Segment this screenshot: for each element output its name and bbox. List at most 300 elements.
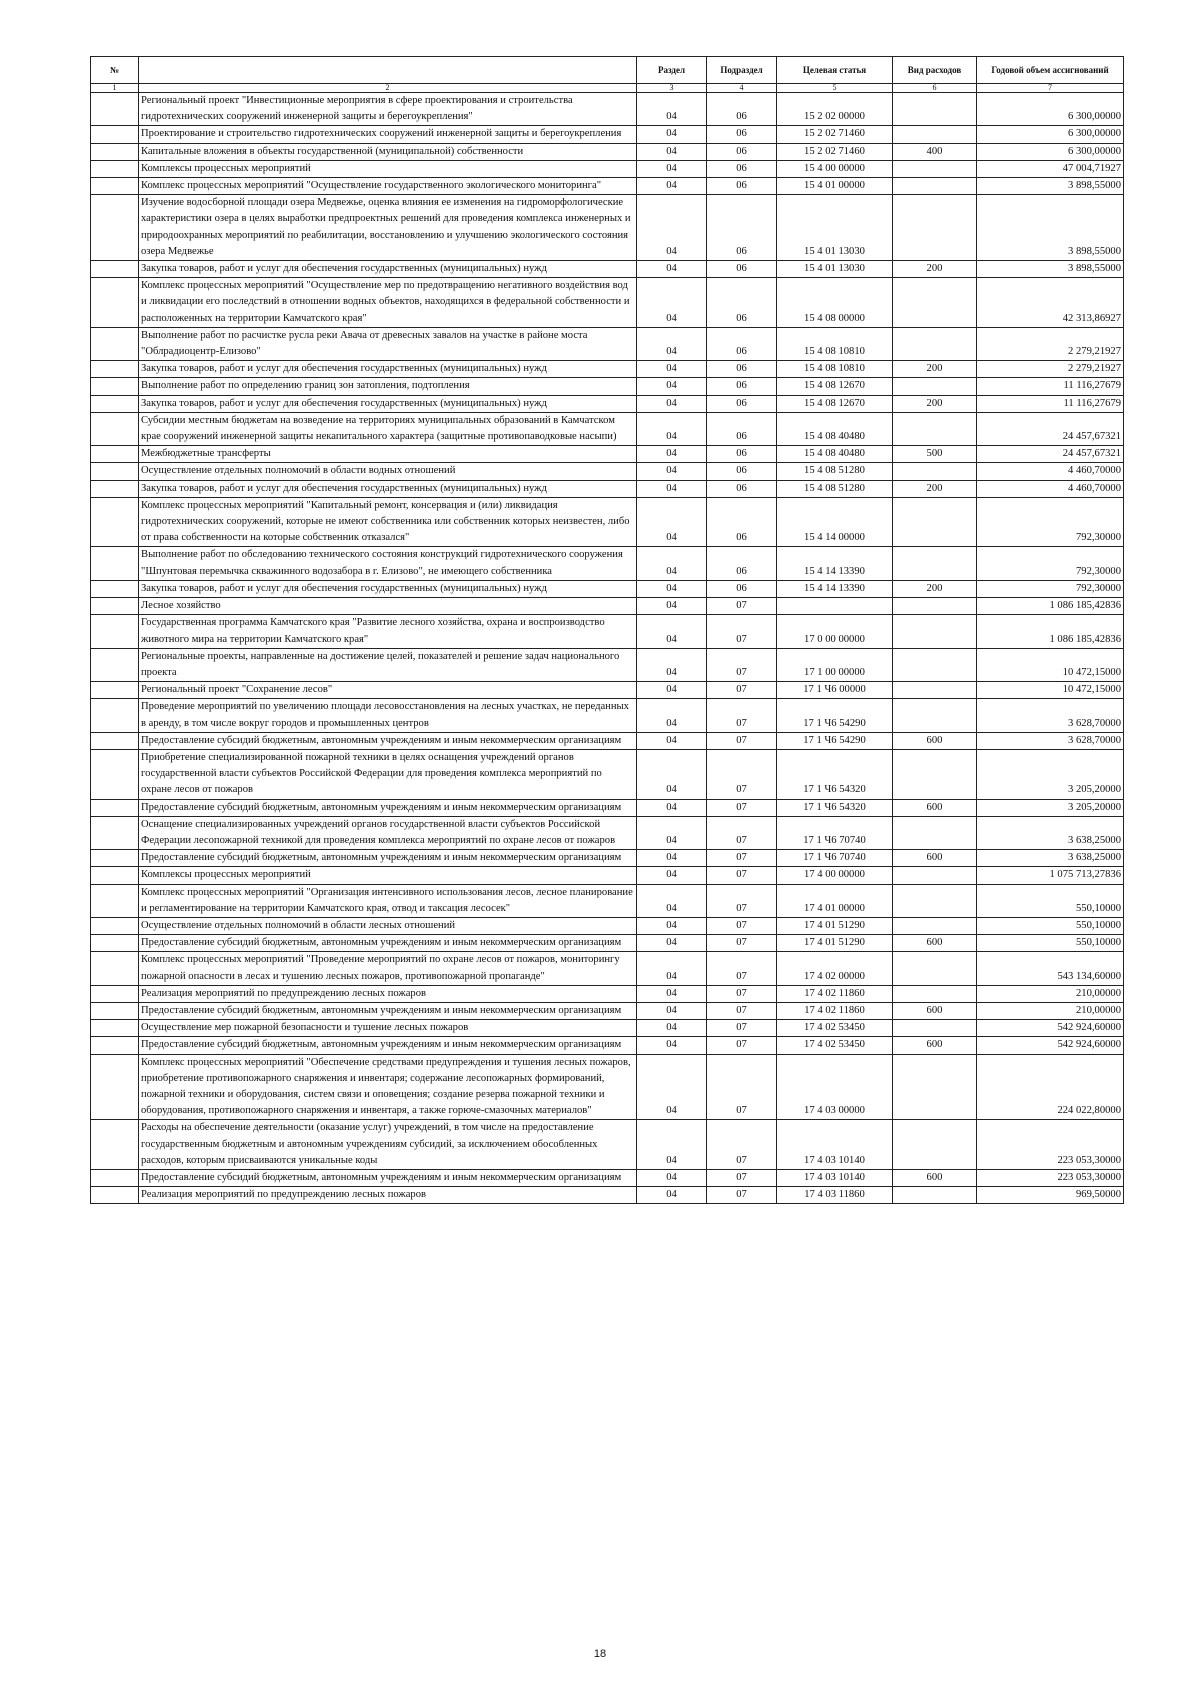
description-cell: Субсидии местным бюджетам на возведение на территориях муниципальных образований в Камчатском крае сооружений инженерной защиты некапитального характера (защитные противопаводковые насыпи) — [139, 412, 637, 445]
row-number-cell — [91, 361, 139, 378]
amount-cell: 1 086 185,42836 — [977, 615, 1124, 648]
column-number: 2 — [139, 84, 637, 93]
target-article-cell: 15 4 14 00000 — [777, 497, 893, 547]
razdel-cell: 04 — [637, 867, 707, 884]
row-number-cell — [91, 1054, 139, 1120]
table-row — [91, 143, 1124, 160]
amount-cell: 6 300,00000 — [977, 126, 1124, 143]
table-row — [91, 160, 1124, 177]
podrazdel-cell: 07 — [707, 985, 777, 1002]
row-number-cell — [91, 850, 139, 867]
expense-type-cell — [893, 682, 977, 699]
table-row — [91, 327, 1124, 360]
row-number-cell — [91, 816, 139, 849]
razdel-cell: 04 — [637, 682, 707, 699]
podrazdel-cell: 07 — [707, 1187, 777, 1204]
table-row — [91, 412, 1124, 445]
razdel-cell: 04 — [637, 378, 707, 395]
podrazdel-cell: 06 — [707, 327, 777, 360]
expense-type-cell — [893, 195, 977, 261]
razdel-cell: 04 — [637, 917, 707, 934]
description-cell: Проведение мероприятий по увеличению площади лесовосстановления на лесных участках, не переданных в аренду, в том числе вокруг городов и промышленных центров — [139, 699, 637, 732]
table-row — [91, 378, 1124, 395]
amount-cell: 4 460,70000 — [977, 480, 1124, 497]
row-number-cell — [91, 935, 139, 952]
razdel-cell: 04 — [637, 732, 707, 749]
razdel-cell: 04 — [637, 547, 707, 580]
razdel-cell: 04 — [637, 935, 707, 952]
expense-type-cell — [893, 615, 977, 648]
target-article-cell: 17 4 02 11860 — [777, 1002, 893, 1019]
target-article-cell: 17 4 02 11860 — [777, 985, 893, 1002]
razdel-cell: 04 — [637, 749, 707, 799]
target-article-cell: 15 2 02 71460 — [777, 126, 893, 143]
column-number: 3 — [637, 84, 707, 93]
expense-type-cell: 600 — [893, 1002, 977, 1019]
amount-cell: 11 116,27679 — [977, 378, 1124, 395]
expense-type-cell: 600 — [893, 732, 977, 749]
description-cell: Комплекс процессных мероприятий "Организация интенсивного использования лесов, лесное планирование и регламентирование на территории Камчатского края, отвод и таксация лесосек" — [139, 884, 637, 917]
row-number-cell — [91, 463, 139, 480]
table-row — [91, 195, 1124, 261]
podrazdel-cell: 07 — [707, 867, 777, 884]
podrazdel-cell: 06 — [707, 547, 777, 580]
razdel-cell: 04 — [637, 361, 707, 378]
podrazdel-cell: 07 — [707, 850, 777, 867]
description-cell: Реализация мероприятий по предупреждению лесных пожаров — [139, 985, 637, 1002]
expense-type-cell — [893, 327, 977, 360]
amount-cell: 24 457,67321 — [977, 446, 1124, 463]
amount-cell: 3 898,55000 — [977, 178, 1124, 195]
podrazdel-cell: 06 — [707, 195, 777, 261]
table-row — [91, 850, 1124, 867]
description-cell: Региональные проекты, направленные на достижение целей, показателей и решение задач национального проекта — [139, 648, 637, 681]
target-article-cell: 17 1 Ч6 54320 — [777, 749, 893, 799]
podrazdel-cell: 07 — [707, 1170, 777, 1187]
table-row — [91, 648, 1124, 681]
expense-type-cell: 600 — [893, 935, 977, 952]
table-row — [91, 1037, 1124, 1054]
target-article-cell: 17 1 Ч6 54290 — [777, 732, 893, 749]
row-number-cell — [91, 1002, 139, 1019]
column-number: 1 — [91, 84, 139, 93]
amount-cell: 542 924,60000 — [977, 1020, 1124, 1037]
row-number-cell — [91, 378, 139, 395]
header-annual-amount: Годовой объем ассигнований — [977, 57, 1124, 84]
table-row — [91, 278, 1124, 328]
amount-cell: 42 313,86927 — [977, 278, 1124, 328]
target-article-cell: 17 4 03 00000 — [777, 1054, 893, 1120]
expense-type-cell: 400 — [893, 143, 977, 160]
row-number-cell — [91, 480, 139, 497]
column-number: 5 — [777, 84, 893, 93]
razdel-cell: 04 — [637, 985, 707, 1002]
target-article-cell: 17 4 03 10140 — [777, 1170, 893, 1187]
description-cell: Реализация мероприятий по предупреждению лесных пожаров — [139, 1187, 637, 1204]
expense-type-cell — [893, 749, 977, 799]
amount-cell: 4 460,70000 — [977, 463, 1124, 480]
amount-cell: 11 116,27679 — [977, 395, 1124, 412]
podrazdel-cell: 06 — [707, 497, 777, 547]
amount-cell: 3 638,25000 — [977, 816, 1124, 849]
expense-type-cell — [893, 1054, 977, 1120]
razdel-cell: 04 — [637, 598, 707, 615]
row-number-cell — [91, 615, 139, 648]
row-number-cell — [91, 160, 139, 177]
podrazdel-cell: 06 — [707, 126, 777, 143]
description-cell: Выполнение работ по определению границ зон затопления, подтопления — [139, 378, 637, 395]
target-article-cell: 17 4 03 10140 — [777, 1120, 893, 1170]
target-article-cell: 15 4 01 13030 — [777, 261, 893, 278]
expense-type-cell — [893, 463, 977, 480]
podrazdel-cell: 07 — [707, 1120, 777, 1170]
podrazdel-cell: 06 — [707, 93, 777, 126]
target-article-cell: 17 1 Ч6 00000 — [777, 682, 893, 699]
amount-cell: 792,30000 — [977, 580, 1124, 597]
table-row — [91, 580, 1124, 597]
razdel-cell: 04 — [637, 1020, 707, 1037]
target-article-cell: 15 4 08 12670 — [777, 378, 893, 395]
amount-cell: 210,00000 — [977, 985, 1124, 1002]
table-row — [91, 1120, 1124, 1170]
target-article-cell: 15 4 14 13390 — [777, 547, 893, 580]
description-cell: Предоставление субсидий бюджетным, автономным учреждениям и иным некоммерческим организациям — [139, 732, 637, 749]
table-row — [91, 463, 1124, 480]
description-cell: Комплекс процессных мероприятий "Проведение мероприятий по охране лесов от пожаров, мониторингу пожарной опасности в лесах и тушению лесных пожаров, противопожарной пропаганде" — [139, 952, 637, 985]
table-row — [91, 699, 1124, 732]
podrazdel-cell: 07 — [707, 699, 777, 732]
description-cell: Расходы на обеспечение деятельности (оказание услуг) учреждений, в том числе на предоставление государственным бюджетным и автономным учреждениям субсидий, за исключением обособленных расходов, которым присваиваются уникальные коды — [139, 1120, 637, 1170]
table-row — [91, 446, 1124, 463]
table-body — [91, 93, 1124, 1204]
razdel-cell: 04 — [637, 816, 707, 849]
podrazdel-cell: 06 — [707, 143, 777, 160]
table-row — [91, 598, 1124, 615]
row-number-cell — [91, 648, 139, 681]
expense-type-cell — [893, 1187, 977, 1204]
description-cell: Комплекс процессных мероприятий "Осуществление государственного экологического мониторинга" — [139, 178, 637, 195]
table-row — [91, 615, 1124, 648]
description-cell: Комплексы процессных мероприятий — [139, 867, 637, 884]
podrazdel-cell: 06 — [707, 480, 777, 497]
page-number: 18 — [593, 1648, 607, 1660]
amount-cell: 1 075 713,27836 — [977, 867, 1124, 884]
row-number-cell — [91, 1037, 139, 1054]
target-article-cell: 15 4 08 12670 — [777, 395, 893, 412]
razdel-cell: 04 — [637, 699, 707, 732]
amount-cell: 10 472,15000 — [977, 682, 1124, 699]
expense-type-cell — [893, 126, 977, 143]
razdel-cell: 04 — [637, 412, 707, 445]
target-article-cell: 17 0 00 00000 — [777, 615, 893, 648]
podrazdel-cell: 06 — [707, 378, 777, 395]
expense-type-cell — [893, 816, 977, 849]
expense-type-cell — [893, 985, 977, 1002]
row-number-cell — [91, 884, 139, 917]
row-number-cell — [91, 917, 139, 934]
header-expense-type: Вид расходов — [893, 57, 977, 84]
amount-cell: 24 457,67321 — [977, 412, 1124, 445]
amount-cell: 224 022,80000 — [977, 1054, 1124, 1120]
podrazdel-cell: 06 — [707, 178, 777, 195]
row-number-cell — [91, 1020, 139, 1037]
podrazdel-cell: 07 — [707, 732, 777, 749]
podrazdel-cell: 06 — [707, 261, 777, 278]
target-article-cell: 15 4 01 13030 — [777, 195, 893, 261]
table-row — [91, 1054, 1124, 1120]
podrazdel-cell: 06 — [707, 278, 777, 328]
razdel-cell: 04 — [637, 1002, 707, 1019]
target-article-cell: 17 1 00 00000 — [777, 648, 893, 681]
razdel-cell: 04 — [637, 497, 707, 547]
table-row — [91, 799, 1124, 816]
expense-type-cell: 200 — [893, 480, 977, 497]
description-cell: Осуществление отдельных полномочий в области лесных отношений — [139, 917, 637, 934]
table-row — [91, 178, 1124, 195]
expense-type-cell — [893, 867, 977, 884]
table-row — [91, 126, 1124, 143]
podrazdel-cell: 06 — [707, 580, 777, 597]
expense-type-cell: 600 — [893, 1037, 977, 1054]
razdel-cell: 04 — [637, 463, 707, 480]
amount-cell: 543 134,60000 — [977, 952, 1124, 985]
target-article-cell: 17 4 01 51290 — [777, 917, 893, 934]
row-number-cell — [91, 278, 139, 328]
description-cell: Выполнение работ по расчистке русла реки Авача от древесных завалов на участке в районе моста "Облрадиоцентр-Елизово" — [139, 327, 637, 360]
amount-cell: 542 924,60000 — [977, 1037, 1124, 1054]
table-row — [91, 480, 1124, 497]
header-number: № — [91, 57, 139, 84]
description-cell: Изучение водосборной площади озера Медвежье, оценка влияния ее изменения на гидроморфологические характеристики озера в целях выработки предпроектных решений для проведения комплекса инженерных и природоохранных мероприятий по реабилитации, восстановлению и улучшению экологического состояния озера Медвежье — [139, 195, 637, 261]
podrazdel-cell: 06 — [707, 463, 777, 480]
header-row — [91, 57, 1124, 84]
table-row — [91, 884, 1124, 917]
row-number-cell — [91, 395, 139, 412]
row-number-cell — [91, 93, 139, 126]
description-cell: Выполнение работ по обследованию технического состояния конструкций гидротехнического сооружения "Шпунтовая перемычка скважинного водозабора в г. Елизово", не имеющего собственника — [139, 547, 637, 580]
description-cell: Закупка товаров, работ и услуг для обеспечения государственных (муниципальных) нужд — [139, 261, 637, 278]
target-article-cell: 15 2 02 00000 — [777, 93, 893, 126]
amount-cell: 1 086 185,42836 — [977, 598, 1124, 615]
description-cell: Лесное хозяйство — [139, 598, 637, 615]
amount-cell: 550,10000 — [977, 935, 1124, 952]
table-row — [91, 497, 1124, 547]
podrazdel-cell: 07 — [707, 952, 777, 985]
razdel-cell: 04 — [637, 952, 707, 985]
target-article-cell: 15 4 00 00000 — [777, 160, 893, 177]
podrazdel-cell: 06 — [707, 395, 777, 412]
table-row — [91, 547, 1124, 580]
expense-type-cell: 200 — [893, 261, 977, 278]
target-article-cell: 17 4 01 51290 — [777, 935, 893, 952]
amount-cell: 6 300,00000 — [977, 143, 1124, 160]
amount-cell: 3 205,20000 — [977, 799, 1124, 816]
podrazdel-cell: 07 — [707, 749, 777, 799]
amount-cell: 10 472,15000 — [977, 648, 1124, 681]
amount-cell: 2 279,21927 — [977, 361, 1124, 378]
row-number-cell — [91, 682, 139, 699]
expense-type-cell — [893, 178, 977, 195]
row-number-cell — [91, 143, 139, 160]
row-number-cell — [91, 867, 139, 884]
podrazdel-cell: 06 — [707, 412, 777, 445]
header-description — [139, 57, 637, 84]
expense-type-cell: 500 — [893, 446, 977, 463]
description-cell: Осуществление мер пожарной безопасности и тушение лесных пожаров — [139, 1020, 637, 1037]
razdel-cell: 04 — [637, 799, 707, 816]
podrazdel-cell: 07 — [707, 598, 777, 615]
row-number-cell — [91, 1120, 139, 1170]
razdel-cell: 04 — [637, 278, 707, 328]
podrazdel-cell: 07 — [707, 935, 777, 952]
razdel-cell: 04 — [637, 395, 707, 412]
podrazdel-cell: 07 — [707, 1054, 777, 1120]
table-row — [91, 816, 1124, 849]
target-article-cell: 17 4 01 00000 — [777, 884, 893, 917]
target-article-cell: 15 4 08 51280 — [777, 480, 893, 497]
expense-type-cell — [893, 1120, 977, 1170]
description-cell: Капитальные вложения в объекты государственной (муниципальной) собственности — [139, 143, 637, 160]
description-cell: Комплекс процессных мероприятий "Обеспечение средствами предупреждения и тушения лесных пожаров, приобретение противопожарного снаряжения и инвентаря; содержание лесопожарных формирований, пожарной техники и оборудования, систем связи и оповещения; создание резерва пожарной техники и оборудования, противопожарного снаряжения и инвентаря, а также горюче-смазочных материалов" — [139, 1054, 637, 1120]
razdel-cell: 04 — [637, 261, 707, 278]
table-row — [91, 1187, 1124, 1204]
razdel-cell: 04 — [637, 93, 707, 126]
table-row — [91, 682, 1124, 699]
podrazdel-cell: 07 — [707, 816, 777, 849]
description-cell: Комплекс процессных мероприятий "Осуществление мер по предотвращению негативного воздействия вод и ликвидации его последствий в отношении водных объектов, находящихся в федеральной собственности и расположенных на территории Камчатского края" — [139, 278, 637, 328]
expense-type-cell — [893, 547, 977, 580]
table-row — [91, 749, 1124, 799]
description-cell: Проектирование и строительство гидротехнических сооружений инженерной защиты и берегоукрепления — [139, 126, 637, 143]
razdel-cell: 04 — [637, 648, 707, 681]
amount-cell: 792,30000 — [977, 547, 1124, 580]
row-number-cell — [91, 412, 139, 445]
expense-type-cell: 600 — [893, 1170, 977, 1187]
razdel-cell: 04 — [637, 884, 707, 917]
description-cell: Предоставление субсидий бюджетным, автономным учреждениям и иным некоммерческим организациям — [139, 1170, 637, 1187]
expense-type-cell — [893, 699, 977, 732]
header-podrazdel: Подраздел — [707, 57, 777, 84]
description-cell: Закупка товаров, работ и услуг для обеспечения государственных (муниципальных) нужд — [139, 361, 637, 378]
razdel-cell: 04 — [637, 195, 707, 261]
target-article-cell: 15 4 14 13390 — [777, 580, 893, 597]
row-number-cell — [91, 1170, 139, 1187]
target-article-cell: 15 4 01 00000 — [777, 178, 893, 195]
description-cell: Межбюджетные трансферты — [139, 446, 637, 463]
razdel-cell: 04 — [637, 446, 707, 463]
target-article-cell: 17 4 02 53450 — [777, 1020, 893, 1037]
razdel-cell: 04 — [637, 480, 707, 497]
description-cell: Региональный проект "Инвестиционные мероприятия в сфере проектирования и строительства гидротехнических сооружений инженерной защиты и берегоукрепления" — [139, 93, 637, 126]
expense-type-cell: 200 — [893, 580, 977, 597]
expense-type-cell: 600 — [893, 850, 977, 867]
amount-cell: 3 898,55000 — [977, 261, 1124, 278]
table-row — [91, 361, 1124, 378]
expense-type-cell — [893, 412, 977, 445]
amount-cell: 6 300,00000 — [977, 93, 1124, 126]
row-number-cell — [91, 327, 139, 360]
table-row — [91, 395, 1124, 412]
expense-type-cell — [893, 378, 977, 395]
target-article-cell: 17 4 02 00000 — [777, 952, 893, 985]
razdel-cell: 04 — [637, 1037, 707, 1054]
row-number-cell — [91, 699, 139, 732]
amount-cell: 223 053,30000 — [977, 1170, 1124, 1187]
podrazdel-cell: 07 — [707, 1002, 777, 1019]
amount-cell: 3 898,55000 — [977, 195, 1124, 261]
target-article-cell: 15 4 08 10810 — [777, 361, 893, 378]
row-number-cell — [91, 126, 139, 143]
table-row — [91, 261, 1124, 278]
podrazdel-cell: 07 — [707, 615, 777, 648]
target-article-cell: 15 4 08 10810 — [777, 327, 893, 360]
target-article-cell: 17 1 Ч6 54290 — [777, 699, 893, 732]
description-cell: Предоставление субсидий бюджетным, автономным учреждениям и иным некоммерческим организациям — [139, 799, 637, 816]
razdel-cell: 04 — [637, 615, 707, 648]
target-article-cell: 17 1 Ч6 70740 — [777, 850, 893, 867]
table-row — [91, 1020, 1124, 1037]
expense-type-cell — [893, 278, 977, 328]
target-article-cell: 17 4 02 53450 — [777, 1037, 893, 1054]
table-row — [91, 1002, 1124, 1019]
row-number-cell — [91, 749, 139, 799]
amount-cell: 550,10000 — [977, 917, 1124, 934]
description-cell: Региональный проект "Сохранение лесов" — [139, 682, 637, 699]
amount-cell: 3 205,20000 — [977, 749, 1124, 799]
row-number-cell — [91, 598, 139, 615]
target-article-cell: 17 4 00 00000 — [777, 867, 893, 884]
podrazdel-cell: 06 — [707, 361, 777, 378]
target-article-cell: 15 4 08 40480 — [777, 446, 893, 463]
amount-cell: 2 279,21927 — [977, 327, 1124, 360]
podrazdel-cell: 07 — [707, 799, 777, 816]
target-article-cell: 17 1 Ч6 54320 — [777, 799, 893, 816]
podrazdel-cell: 06 — [707, 160, 777, 177]
header-target-article: Целевая статья — [777, 57, 893, 84]
description-cell: Закупка товаров, работ и услуг для обеспечения государственных (муниципальных) нужд — [139, 580, 637, 597]
row-number-cell — [91, 261, 139, 278]
description-cell: Предоставление субсидий бюджетным, автономным учреждениям и иным некоммерческим организациям — [139, 1002, 637, 1019]
razdel-cell: 04 — [637, 126, 707, 143]
expense-type-cell — [893, 598, 977, 615]
expense-type-cell — [893, 1020, 977, 1037]
razdel-cell: 04 — [637, 580, 707, 597]
podrazdel-cell: 06 — [707, 446, 777, 463]
expense-type-cell — [893, 952, 977, 985]
razdel-cell: 04 — [637, 143, 707, 160]
amount-cell: 969,50000 — [977, 1187, 1124, 1204]
expense-type-cell — [893, 93, 977, 126]
amount-cell: 210,00000 — [977, 1002, 1124, 1019]
table-row — [91, 867, 1124, 884]
amount-cell: 47 004,71927 — [977, 160, 1124, 177]
row-number-cell — [91, 547, 139, 580]
target-article-cell: 15 2 02 71460 — [777, 143, 893, 160]
razdel-cell: 04 — [637, 1187, 707, 1204]
expense-type-cell: 600 — [893, 799, 977, 816]
table-row — [91, 917, 1124, 934]
expense-type-cell — [893, 497, 977, 547]
podrazdel-cell: 07 — [707, 1037, 777, 1054]
row-number-cell — [91, 985, 139, 1002]
row-number-cell — [91, 1187, 139, 1204]
razdel-cell: 04 — [637, 850, 707, 867]
row-number-cell — [91, 195, 139, 261]
razdel-cell: 04 — [637, 178, 707, 195]
column-number-row — [91, 84, 1124, 93]
budget-table — [90, 56, 1124, 1204]
description-cell: Закупка товаров, работ и услуг для обеспечения государственных (муниципальных) нужд — [139, 395, 637, 412]
